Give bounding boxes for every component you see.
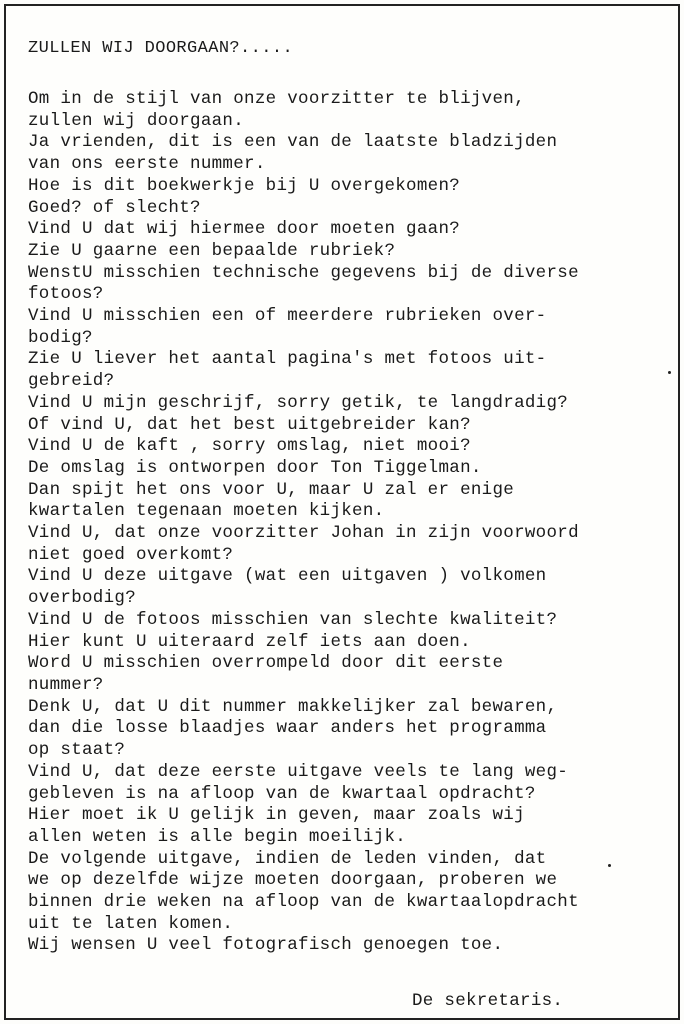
text-line: Goed? of slecht? [28,197,201,218]
text-line: Hier moet ik U gelijk in geven, maar zoals wij [28,805,525,826]
text-line: Vind U deze uitgave (wat een uitgaven ) volkomen [28,566,547,587]
text-line: De omslag is ontworpen door Ton Tiggelman. [28,457,482,478]
text-line: Zie U liever het aantal pagina's met fotoos uit- [28,349,547,370]
text-line: Vind U, dat onze voorzitter Johan in zijn voorwoord [28,523,579,544]
text-line: op staat? [28,740,126,761]
text-line: overbodig? [28,588,137,609]
text-line: WenstU misschien technische gegevens bij de diverse [28,262,579,283]
text-line: fotoos? [28,284,104,305]
text-line: zullen wij doorgaan. [28,110,245,131]
text-line: Ja vrienden, dit is een van de laatste bladzijden [28,132,558,153]
text-line: kwartalen tegenaan moeten kijken. [28,501,385,522]
ink-speck [668,371,671,374]
text-line: Om in de stijl van onze voorzitter te blijven, [28,89,525,109]
letter-body [28,89,579,957]
text-line: Dan spijt het ons voor U, maar U zal er enige [28,479,515,500]
text-line: uit te laten komen. [28,913,234,934]
text-line: niet goed overkomt? [28,544,234,565]
text-line: Vind U de kaft , sorry omslag, niet mooi? [28,436,471,457]
text-line: we op dezelfde wijze moeten doorgaan, proberen we [28,870,558,891]
text-line: dan die losse blaadjes waar anders het programma [28,718,547,739]
text-line: gebleven is na afloop van de kwartaal opdracht? [28,783,536,804]
text-line: nummer? [28,674,104,695]
text-line: Zie U gaarne een bepaalde rubriek? [28,240,396,261]
text-line: bodig? [28,327,93,348]
page-title: ZULLEN WIJ DOORGAAN?..... [28,39,294,58]
typewritten-page [4,4,680,1020]
text-line: gebreid? [28,371,115,392]
text-line: Hier kunt U uiteraard zelf iets aan doen. [28,631,471,652]
ink-speck [608,864,611,867]
text-line: binnen drie weken na afloop van de kwartaalopdracht [28,892,579,913]
text-line: Of vind U, dat het best uitgebreider kan? [28,414,471,435]
text-line: Vind U misschien een of meerdere rubrieken over- [28,306,547,327]
text-line: van ons eerste nummer. [28,154,266,175]
signature: De sekretaris. [412,991,564,1011]
text-line: allen weten is alle begin moeilijk. [28,826,407,847]
text-line: Vind U de fotoos misschien van slechte kwaliteit? [28,609,558,630]
text-line: Wij wensen U veel fotografisch genoegen toe. [28,935,504,956]
text-line: De volgende uitgave, indien de leden vinden, dat [28,848,547,869]
text-line: Vind U dat wij hiermee door moeten gaan? [28,219,461,240]
text-line: Hoe is dit boekwerkje bij U overgekomen? [28,175,461,196]
text-line: Denk U, dat U dit nummer makkelijker zal bewaren, [28,696,558,717]
text-line: Vind U mijn geschrijf, sorry getik, te langdradig? [28,392,569,413]
text-line: Vind U, dat deze eerste uitgave veels te lang weg- [28,761,569,782]
text-line: Word U misschien overrompeld door dit eerste [28,653,504,674]
